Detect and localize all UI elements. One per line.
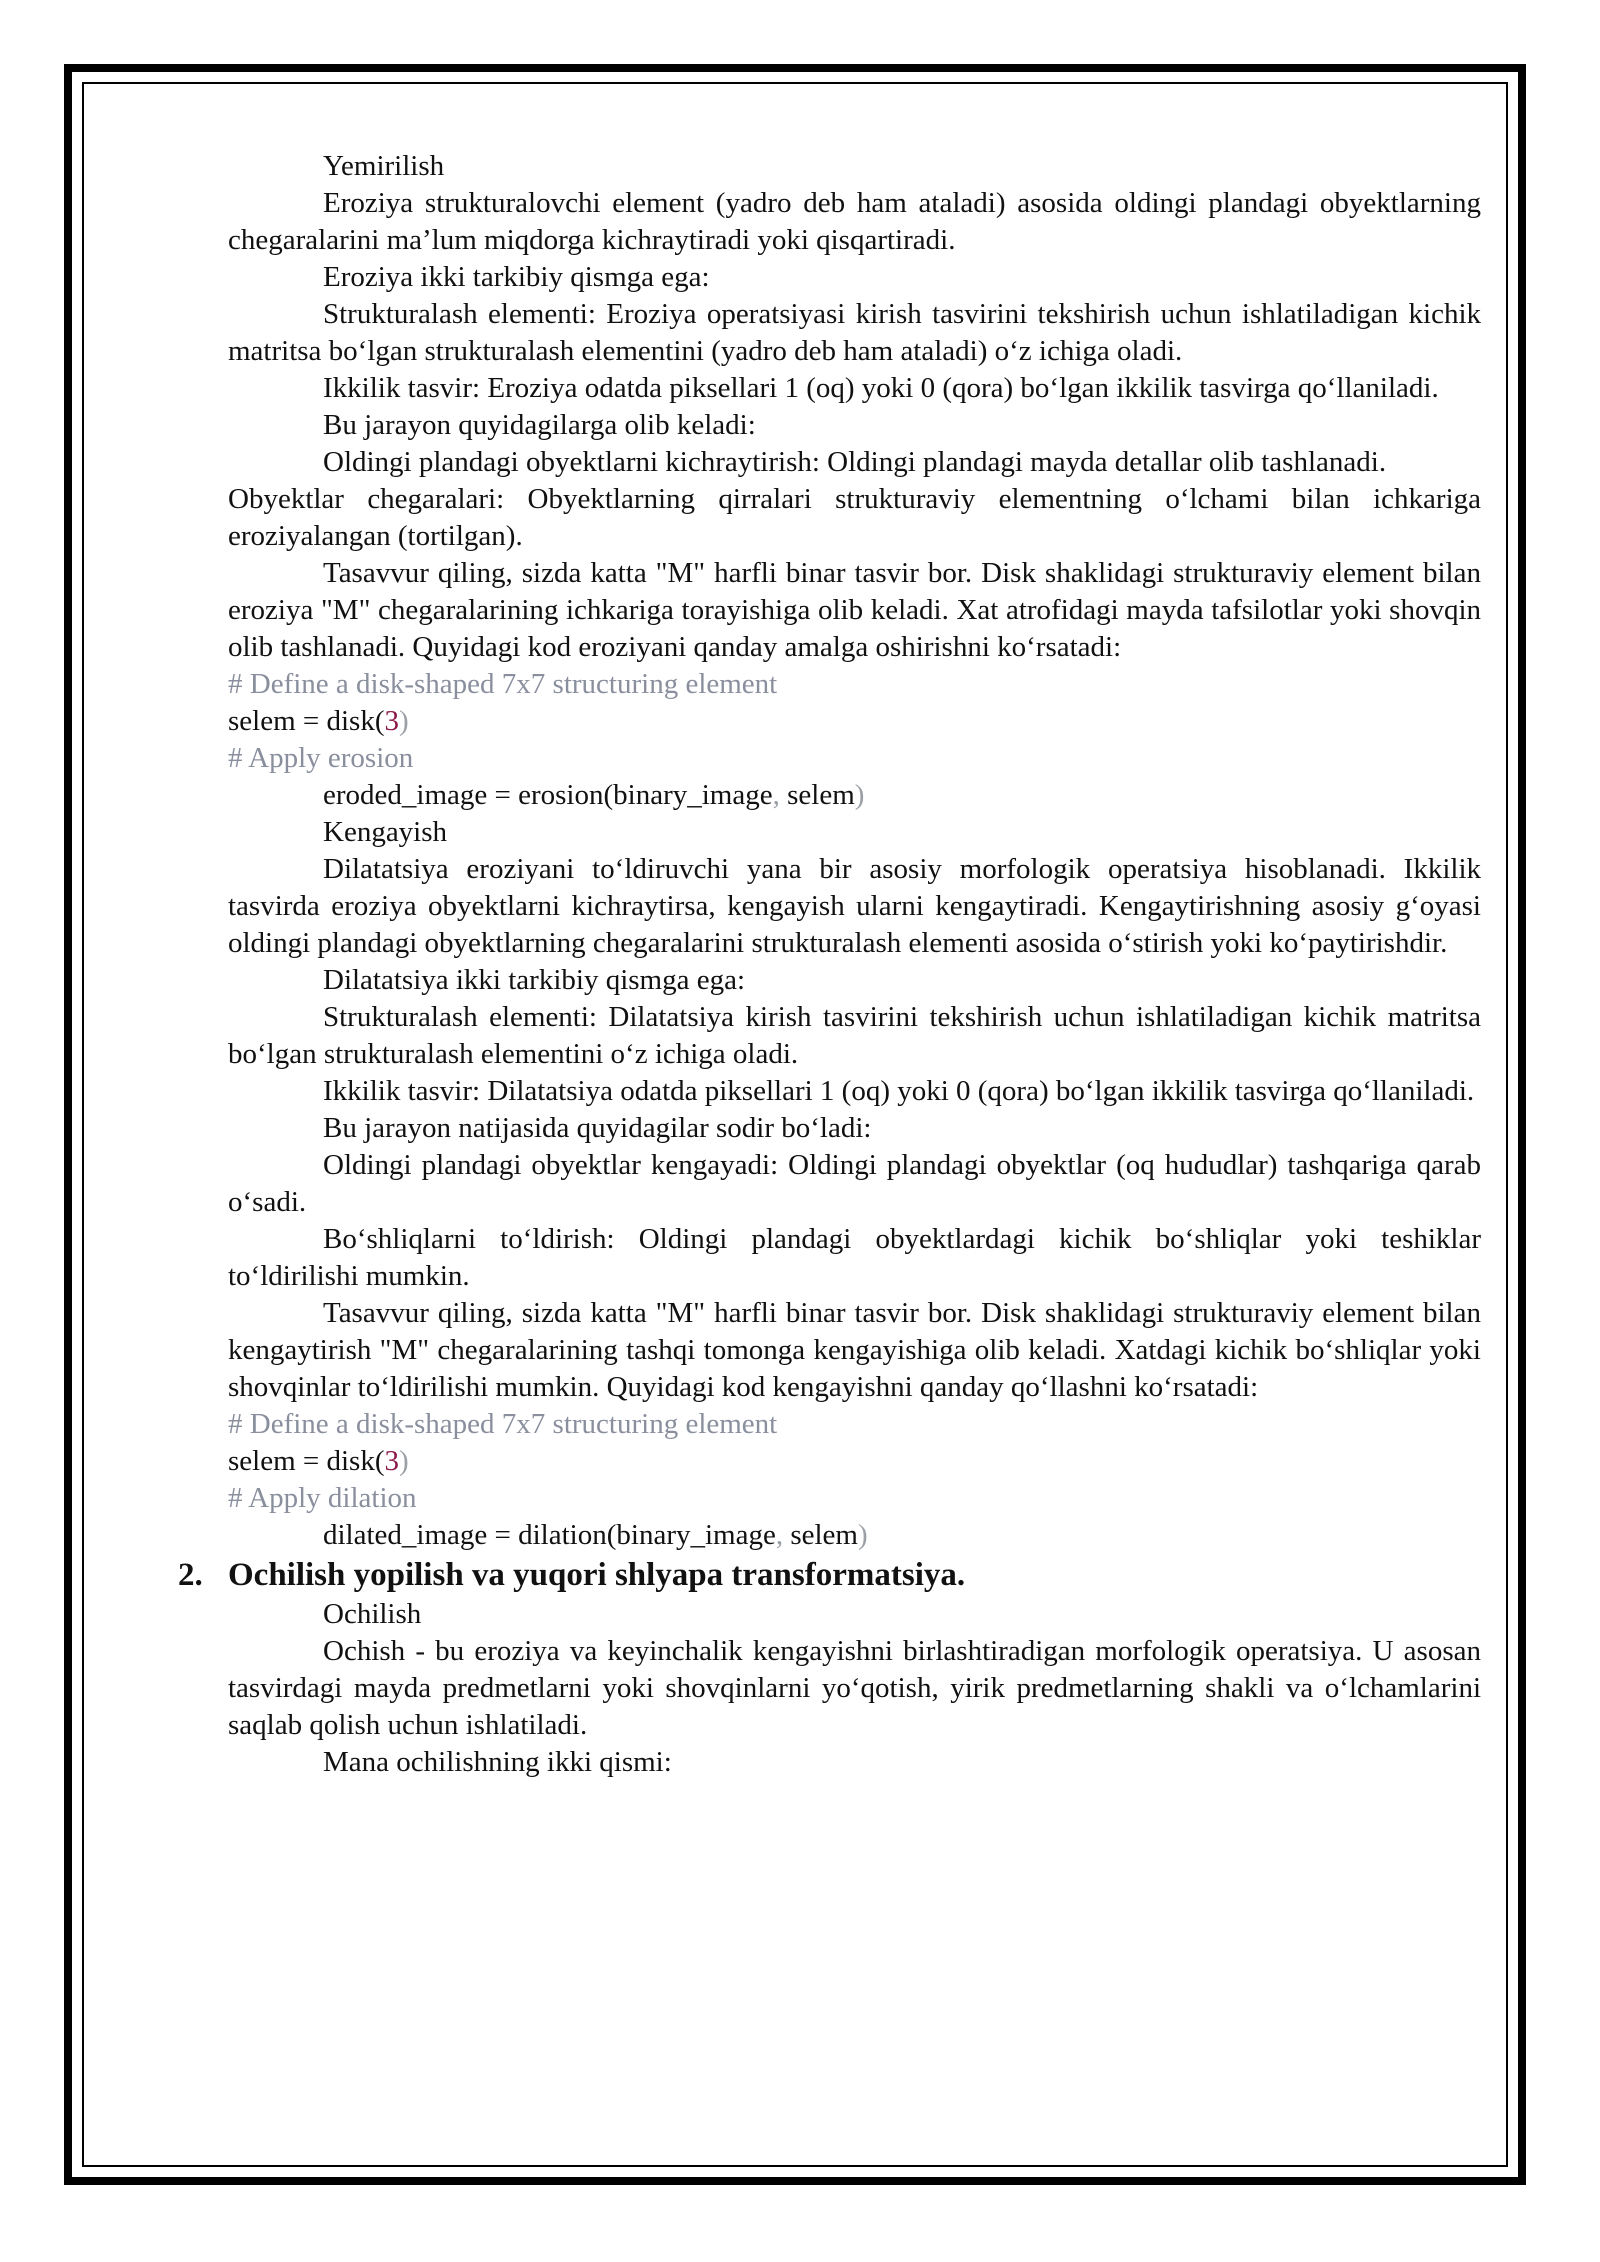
code-comment: # Define a disk-shaped 7x7 structuring element bbox=[228, 1408, 778, 1440]
paragraph: Oldingi plandagi obyektlarni kichraytirish: Oldingi plandagi mayda detallar olib tashlanadi. bbox=[323, 446, 1387, 478]
code-text: binary_image bbox=[616, 1519, 776, 1551]
paragraph: Strukturalash elementi: Dilatatsiya kirish tasvirini tekshirish uchun ishlatiladigan kichik matritsa bo‘lgan strukturalash elementini o‘z ichiga oladi. bbox=[228, 1001, 1481, 1070]
code-line bbox=[228, 777, 1481, 814]
code-punct: ) bbox=[854, 779, 865, 811]
code-text: eroded_image = erosion( bbox=[323, 779, 614, 811]
code-text: selem = disk( bbox=[228, 1445, 385, 1477]
code-line bbox=[228, 1517, 1481, 1554]
paragraph: Strukturalash elementi: Eroziya operatsiyasi kirish tasvirini tekshirish uchun ishlatiladigan kichik matritsa bo‘lgan strukturalash elementini (yadro deb ham ataladi) o‘z ichiga oladi. bbox=[228, 298, 1481, 367]
code-text: dilated_image = dilation( bbox=[323, 1519, 617, 1551]
section-title-erosion: Yemirilish bbox=[323, 150, 445, 182]
code-text: selem bbox=[787, 779, 855, 811]
heading-text: Ochilish yopilish va yuqori shlyapa transformatsiya. bbox=[228, 1557, 966, 1593]
code-line bbox=[228, 703, 1481, 740]
code-comment: # Apply dilation bbox=[228, 1482, 417, 1514]
heading-number: 2. bbox=[178, 1557, 203, 1593]
section-title-dilation: Kengayish bbox=[323, 816, 448, 848]
code-block-dilation bbox=[228, 1406, 1481, 1554]
code-punct: ) bbox=[399, 1445, 409, 1477]
paragraph: Eroziya strukturalovchi element (yadro deb ham ataladi) asosida oldingi plandagi obyektlarning chegaralarini ma’lum miqdorga kichraytiradi yoki qisqartiradi. bbox=[228, 187, 1481, 256]
code-punct: , bbox=[772, 779, 788, 811]
paragraph: Dilatatsiya eroziyani to‘ldiruvchi yana bir asosiy morfologik operatsiya hisoblanadi. Ikkilik tasvirda eroziya obyektlarni kichraytirsa, kengayish ularni kengaytiradi. Kengaytirishning asosiy g‘oyasi oldingi plandagi obyektlarning chegaralarini strukturalash elementi asosida o‘stirish yoki ko‘paytirishdir. bbox=[228, 853, 1481, 959]
paragraph: Dilatatsiya ikki tarkibiy qismga ega: bbox=[323, 964, 746, 996]
paragraph: Tasavvur qiling, sizda katta "M" harfli binar tasvir bor. Disk shaklidagi strukturaviy element bilan eroziya "M" chegaralarining ichkariga torayishiga olib keladi. Xat atrofidagi mayda tafsilotlar yoki shovqin olib tashlanadi. Quyidagi kod eroziyani qanday amalga oshirishni ko‘rsatadi: bbox=[228, 557, 1481, 663]
code-punct: ) bbox=[858, 1519, 868, 1551]
paragraph: Ikkilik tasvir: Dilatatsiya odatda piksellari 1 (oq) yoki 0 (qora) bo‘lgan ikkilik tasvirga qo‘llaniladi. bbox=[323, 1075, 1475, 1107]
code-punct: , bbox=[775, 1519, 791, 1551]
code-text: binary_image bbox=[613, 779, 773, 811]
code-comment: # Define a disk-shaped 7x7 structuring element bbox=[228, 668, 778, 700]
code-number: 3 bbox=[384, 1445, 399, 1477]
code-comment: # Apply erosion bbox=[228, 742, 414, 774]
section-heading bbox=[178, 1554, 1481, 1596]
code-number: 3 bbox=[384, 705, 399, 737]
paragraph: Tasavvur qiling, sizda katta "M" harfli binar tasvir bor. Disk shaklidagi strukturaviy element bilan kengaytirish "M" chegaralarining tashqi tomonga kengayishiga olib keladi. Xatdagi kichik bo‘shliqlar yoki shovqinlar to‘ldirilishi mumkin. Quyidagi kod kengayishni qanday qo‘llashni ko‘rsatadi: bbox=[228, 1297, 1481, 1403]
code-line bbox=[228, 1443, 1481, 1480]
section-title-opening: Ochilish bbox=[323, 1598, 422, 1630]
paragraph: Mana ochilishning ikki qismi: bbox=[323, 1746, 672, 1778]
paragraph: Bu jarayon natijasida quyidagilar sodir bo‘ladi: bbox=[323, 1112, 872, 1144]
paragraph: Ochish - bu eroziya va keyinchalik kengayishni birlashtiradigan morfologik operatsiya. U asosan tasvirdagi mayda predmetlarni yoki shovqinlarni yo‘qotish, yirik predmetlarning shakli va o‘lchamlarini saqlab qolish uchun ishlatiladi. bbox=[228, 1635, 1481, 1741]
code-block-erosion bbox=[228, 666, 1481, 814]
paragraph: Eroziya ikki tarkibiy qismga ega: bbox=[323, 261, 710, 293]
paragraph: Oldingi plandagi obyektlar kengayadi: Oldingi plandagi obyektlar (oq hududlar) tashqariga qarab o‘sadi. bbox=[228, 1149, 1481, 1218]
page-content bbox=[178, 148, 1481, 1781]
code-text: selem = disk( bbox=[228, 705, 385, 737]
paragraph: Bu jarayon quyidagilarga olib keladi: bbox=[323, 409, 756, 441]
paragraph: Ikkilik tasvir: Eroziya odatda piksellari 1 (oq) yoki 0 (qora) bo‘lgan ikkilik tasvirga qo‘llaniladi. bbox=[323, 372, 1439, 404]
paragraph: Bo‘shliqlarni to‘ldirish: Oldingi plandagi obyektlardagi kichik bo‘shliqlar yoki teshiklar to‘ldirilishi mumkin. bbox=[228, 1223, 1481, 1292]
code-punct: ) bbox=[399, 705, 409, 737]
paragraph: Obyektlar chegaralari: Obyektlarning qirralari strukturaviy elementning o‘lchami bilan ichkariga eroziyalangan (tortilgan). bbox=[228, 483, 1481, 552]
code-text: selem bbox=[790, 1519, 858, 1551]
